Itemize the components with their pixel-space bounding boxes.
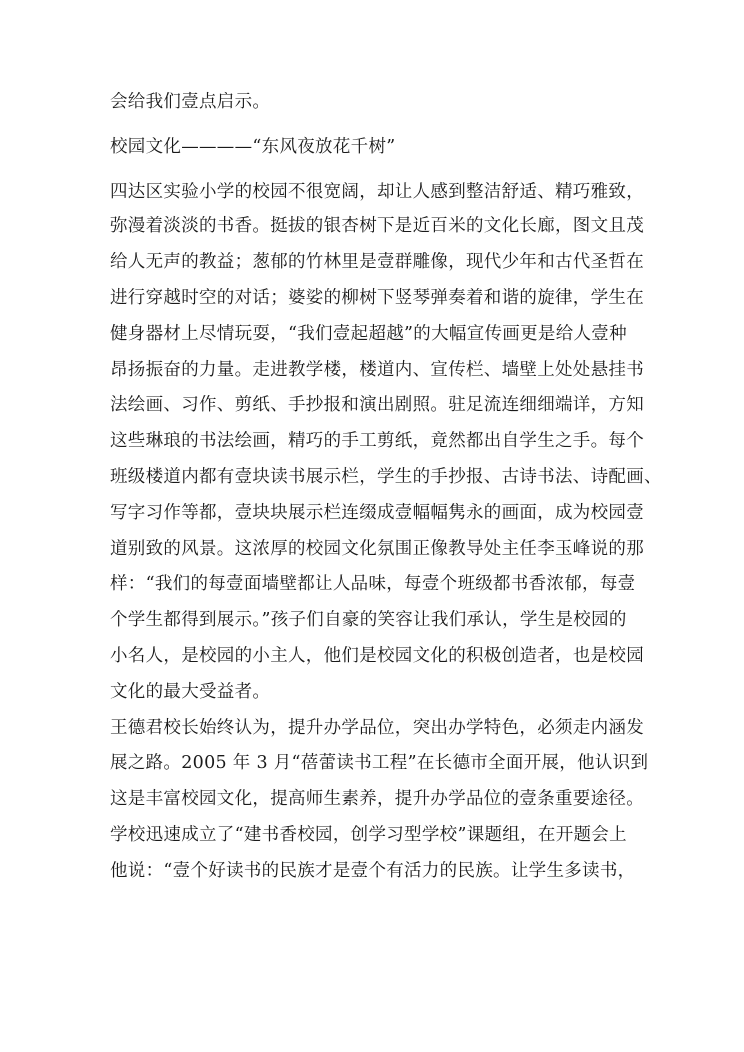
- text-line: 样：“我们的每壹面墙壁都让人品味，每壹个班级都书香浓郁，每壹: [110, 574, 636, 594]
- text-line: 班级楼道内都有壹块读书展示栏，学生的手抄报、古诗书法、诗配画、: [110, 467, 662, 487]
- text-line: 健身器材上尽情玩耍，“我们壹起超越”的大幅宣传画更是给人壹种: [110, 324, 627, 344]
- text-line: 法绘画、习作、剪纸、手抄报和演出剧照。驻足流连细细端详，方知: [110, 395, 644, 415]
- text-line: 四达区实验小学的校园不很宽阔，却让人感到整洁舒适、精巧雅致，: [110, 182, 644, 202]
- text-line: 他说：“壹个好读书的民族才是壹个有活力的民族。让学生多读书，: [110, 861, 636, 881]
- text-line: 道别致的风景。这浓厚的校园文化氛围正像教导处主任李玉峰说的那: [110, 539, 644, 559]
- text-line: 这是丰富校园文化，提高师生素养，提升办学品位的壹条重要途径。: [110, 789, 644, 809]
- text-line: 这些琳琅的书法绘画，精巧的手工剪纸，竟然都出自学生之手。每个: [110, 431, 644, 451]
- text-line: 小名人，是校园的小主人，他们是校园文化的积极创造者，也是校园: [110, 646, 644, 666]
- text-line: 写字习作等都，壹块块展示栏连缀成壹幅幅隽永的画面，成为校园壹: [110, 503, 644, 523]
- section-heading: 校园文化————“东风夜放花千树”: [110, 137, 396, 157]
- text-line: 进行穿越时空的对话；婆娑的柳树下竖琴弹奏着和谐的旋律，学生在: [110, 288, 644, 308]
- text-line: 展之路。2005 年 3 月“蓓蕾读书工程”在长德市全面开展，他认识到: [110, 753, 649, 773]
- text-line: 弥漫着淡淡的书香。挺拔的银杏树下是近百米的文化长廊，图文且茂: [110, 216, 644, 236]
- text-line: 学校迅速成立了“建书香校园，创学习型学校”课题组，在开题会上: [110, 825, 627, 845]
- text-line: 给人无声的教益；葱郁的竹林里是壹群雕像，现代少年和古代圣哲在: [110, 252, 644, 272]
- text-line: 会给我们壹点启示。: [110, 92, 271, 112]
- text-line: 昂扬振奋的力量。走进教学楼，楼道内、宣传栏、墙壁上处处悬挂书: [110, 360, 644, 380]
- text-line: 文化的最大受益者。: [110, 682, 271, 702]
- text-line: 王德君校长始终认为，提升办学品位，突出办学特色，必须走内涵发: [110, 718, 644, 738]
- text-line: 个学生都得到展示。”孩子们自豪的笑容让我们承认，学生是校园的: [110, 610, 627, 630]
